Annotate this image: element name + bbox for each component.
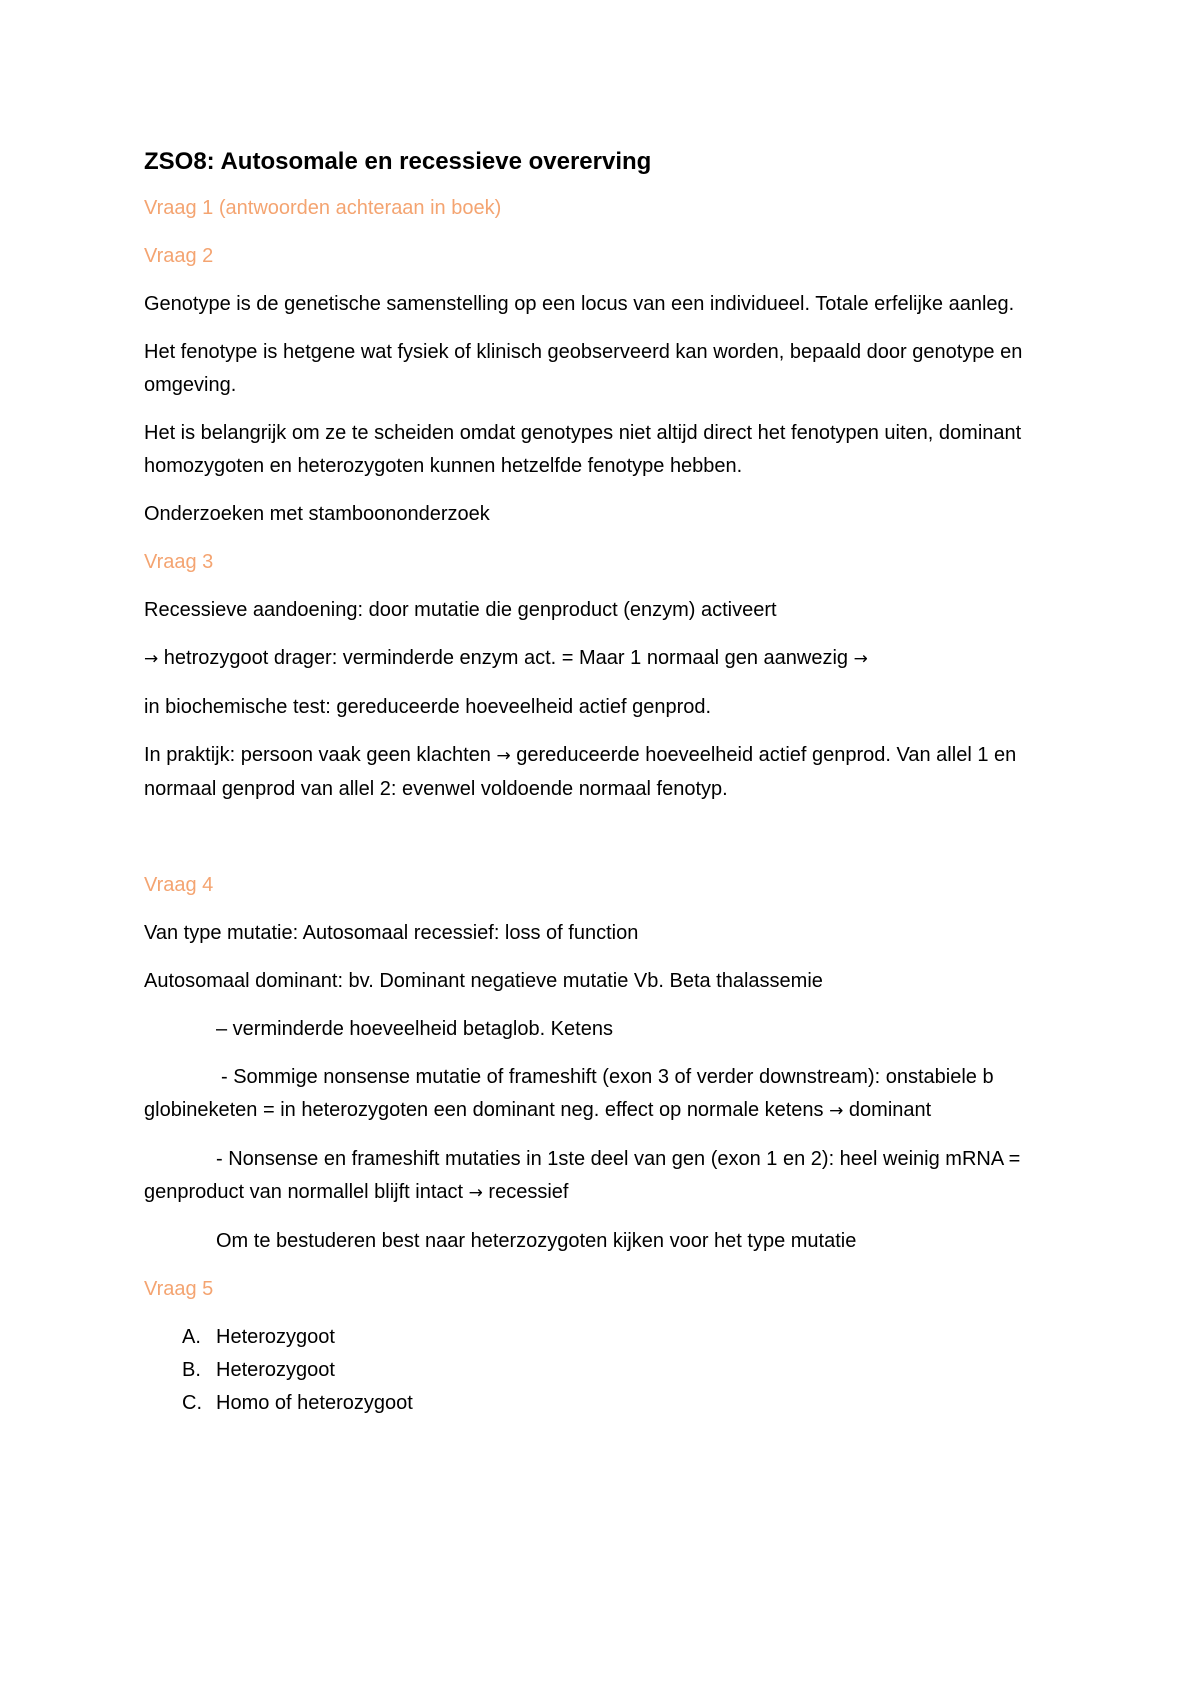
list-item-text: Heterozygoot [216,1326,335,1348]
arrow-right-icon: → [853,649,868,669]
practice-text-end: gereduceerde hoeveelheid actief genprod. Van allel 1 en normaal genprod van allel 2: evenwel voldoende normaal fenotyp. [144,744,1017,800]
arrow-right-icon: → [468,1183,483,1203]
arrow-right-icon: → [829,1101,844,1121]
list-marker: C. [182,1392,202,1414]
question-5-heading: Vraag 5 [144,1278,214,1300]
late-exon-result: dominant [843,1099,932,1121]
list-item [144,1321,1064,1354]
carrier-line [144,642,1064,676]
list-marker: B. [182,1359,201,1381]
blank-line [144,821,1064,869]
answer-list [144,1321,1064,1420]
carrier-text: hetrozygoot drager: verminderde enzym act. = Maar 1 normaal gen aanwezig [158,647,854,669]
recessive-disorder-text: Recessieve aandoening: door mutatie die genproduct (enzym) activeert [144,599,777,621]
biochemical-test-text: in biochemische test: gereduceerde hoeveelheid actief genprod. [144,696,712,718]
list-marker: A. [182,1326,201,1348]
list-item-text: Homo of heterozygoot [216,1392,413,1414]
late-exon-text: - Sommige nonsense mutatie of frameshift (exon 3 of verder downstream): onstabiele b globineketen = in heterozygoten een dominant neg. effect op normale ketens [144,1066,994,1121]
practice-text-start: In praktijk: persoon vaak geen klachten [144,744,497,766]
arrow-right-icon: → [144,649,159,669]
practice-paragraph [144,739,1064,806]
early-exon-text: - Nonsense en frameshift mutaties in 1ste deel van gen (exon 1 en 2): heel weinig mRNA = genproduct van normallel blijft intact [144,1148,1021,1203]
question-2-heading: Vraag 2 [144,245,214,267]
phenotype-definition: Het fenotype is hetgene wat fysiek of klinisch geobserveerd kan worden, bepaald door genotype en omgeving. [144,341,1023,396]
list-item [144,1354,1064,1387]
question-3-heading: Vraag 3 [144,551,214,573]
nonsense-frameshift-late [144,1061,1064,1128]
list-item-text: Heterozygoot [216,1359,335,1381]
page-title: ZSO8: Autosomale en recessieve overerving [144,148,652,175]
question-4-heading: Vraag 4 [144,874,214,896]
separation-explanation: Het is belangrijk om ze te scheiden omdat genotypes niet altijd direct het fenotypen uiten, dominant homozygoten en heterozygoten kunnen hetzelfde fenotype hebben. [144,422,1022,477]
reduced-chains-text: – verminderde hoeveelheid betaglob. Ketens [216,1018,613,1040]
early-exon-result: recessief [482,1181,569,1203]
arrow-right-icon: → [496,746,511,766]
genotype-definition: Genotype is de genetische samenstelling op een locus van een individueel. Totale erfelijke aanleg. [144,293,1015,315]
recessive-mutation-type: Van type mutatie: Autosomaal recessief: loss of function [144,922,639,944]
nonsense-frameshift-early [144,1143,1064,1210]
list-item [144,1387,1064,1420]
study-advice: Om te bestuderen best naar heterzozygoten kijken voor het type mutatie [216,1230,857,1252]
document-body [144,145,1064,1420]
question-1-heading: Vraag 1 (antwoorden achteraan in boek) [144,197,502,219]
dominant-mutation-type: Autosomaal dominant: bv. Dominant negatieve mutatie Vb. Beta thalassemie [144,970,823,992]
research-method: Onderzoeken met stamboononderzoek [144,503,490,525]
